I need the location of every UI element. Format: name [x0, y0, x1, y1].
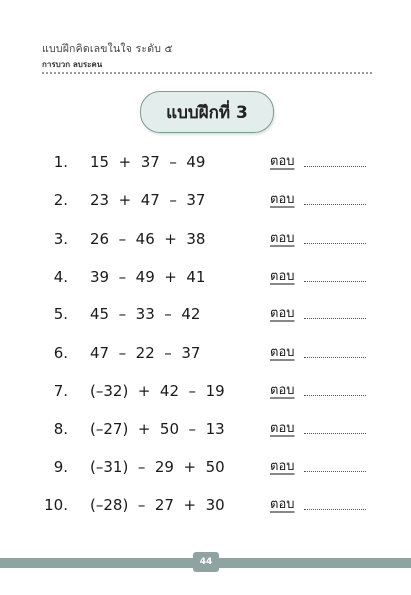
- problem-number: 2.: [53, 191, 68, 209]
- problem-expression: (–28) – 27 + 30: [90, 496, 225, 514]
- answer-label: ตอบ: [270, 497, 295, 512]
- answer-label: ตอบ: [270, 459, 295, 474]
- problem-number: 7.: [53, 382, 68, 400]
- problem-row: [0, 266, 411, 288]
- problem-row: [0, 456, 411, 478]
- answer-label: ตอบ: [270, 154, 295, 169]
- problem-number: 5.: [53, 305, 68, 323]
- problem-expression: 39 – 49 + 41: [90, 268, 206, 286]
- answer-blank[interactable]: [304, 281, 366, 283]
- answer-label: ตอบ: [270, 383, 295, 398]
- problem-row: [0, 303, 411, 325]
- answer-blank[interactable]: [304, 509, 366, 511]
- page-number: 44: [193, 552, 219, 572]
- problem-number: 6.: [53, 344, 68, 362]
- problem-row: [0, 228, 411, 250]
- problem-row: [0, 380, 411, 402]
- header-subtitle: การบวก ลบระคน: [42, 60, 103, 69]
- problem-number: 4.: [53, 268, 68, 286]
- answer-blank[interactable]: [304, 395, 366, 397]
- answer-label: ตอบ: [270, 192, 295, 207]
- exercise-title: แบบฝึกที่ 3: [140, 91, 274, 133]
- problem-expression: 45 – 33 – 42: [90, 305, 201, 323]
- problem-number: 3.: [53, 230, 68, 248]
- answer-label: ตอบ: [270, 345, 295, 360]
- header-title: แบบฝึกคิดเลขในใจ ระดับ ๕: [42, 43, 173, 55]
- problem-expression: (–27) + 50 – 13: [90, 420, 225, 438]
- problem-row: [0, 151, 411, 173]
- problem-number: 8.: [53, 420, 68, 438]
- answer-blank[interactable]: [304, 471, 366, 473]
- problem-expression: 15 + 37 – 49: [90, 153, 206, 171]
- answer-label: ตอบ: [270, 306, 295, 321]
- problem-number: 10.: [44, 496, 68, 514]
- problem-expression: 47 – 22 – 37: [90, 344, 201, 362]
- answer-blank[interactable]: [304, 243, 366, 245]
- answer-blank[interactable]: [304, 318, 366, 320]
- problem-row: [0, 189, 411, 211]
- problem-row: [0, 342, 411, 364]
- answer-label: ตอบ: [270, 421, 295, 436]
- problem-number: 9.: [53, 458, 68, 476]
- answer-blank[interactable]: [304, 204, 366, 206]
- problem-row: [0, 494, 411, 516]
- problem-expression: (–31) – 29 + 50: [90, 458, 225, 476]
- answer-label: ตอบ: [270, 231, 295, 246]
- answer-label: ตอบ: [270, 269, 295, 284]
- problem-number: 1.: [53, 153, 68, 171]
- answer-blank[interactable]: [304, 357, 366, 359]
- problem-expression: 23 + 47 – 37: [90, 191, 206, 209]
- dotted-divider: [42, 72, 372, 76]
- problem-row: [0, 418, 411, 440]
- answer-blank[interactable]: [304, 433, 366, 435]
- problem-expression: 26 – 46 + 38: [90, 230, 206, 248]
- problem-expression: (–32) + 42 – 19: [90, 382, 225, 400]
- answer-blank[interactable]: [304, 166, 366, 168]
